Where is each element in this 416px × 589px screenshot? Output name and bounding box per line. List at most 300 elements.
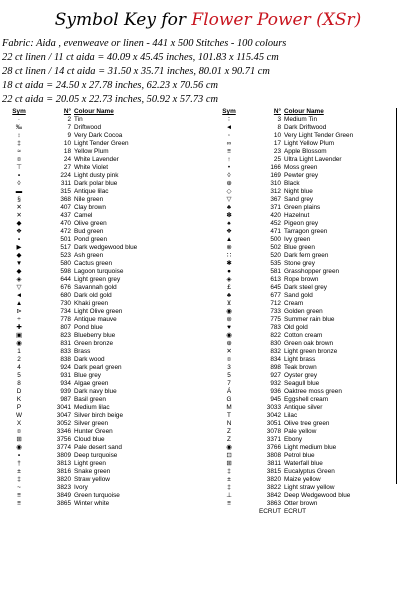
table-row: [214, 116, 394, 124]
number-cell: 3: [277, 116, 281, 123]
symbol-cell: ‡: [227, 468, 231, 475]
table-row: [214, 220, 394, 228]
number-cell: 830: [270, 340, 281, 347]
table-row: [4, 500, 184, 508]
number-cell: 3863: [266, 500, 281, 507]
table-row: [4, 140, 184, 148]
symbol-cell: ▶: [16, 244, 22, 251]
symbol-cell: ▬: [15, 188, 23, 195]
symbol-cell: ▣: [15, 332, 23, 339]
colour-name-cell: Pigeon grey: [284, 220, 319, 227]
symbol-cell: ⊕: [226, 340, 232, 347]
colour-name-cell: Blue grey: [74, 372, 101, 379]
symbol-cell: ⊥: [226, 492, 232, 499]
number-cell: 936: [270, 388, 281, 395]
page-title: [0, 10, 416, 30]
size-line-22ct-aida: 22 ct aida = 20.05 x 22.73 inches, 50.92 x 57.73 cm: [2, 94, 218, 105]
colour-name-cell: Algae green: [74, 380, 109, 387]
number-cell: 580: [60, 260, 71, 267]
table-row: [4, 300, 184, 308]
table-row: [214, 284, 394, 292]
symbol-cell: ↑: [227, 156, 231, 163]
symbol-cell: 5: [227, 372, 231, 379]
number-cell: 3820: [266, 476, 281, 483]
symbol-cell: ⊡: [226, 452, 232, 459]
colour-name-cell: Very Light Tender Green: [284, 132, 354, 139]
table-row: [4, 492, 184, 500]
table-row: [214, 228, 394, 236]
number-cell: 834: [270, 356, 281, 363]
number-cell: 27: [63, 164, 71, 171]
symbol-cell: ∷: [226, 252, 232, 259]
symbol-cell: ‡: [17, 476, 21, 483]
colour-name-cell: Medium Tin: [284, 116, 318, 123]
colour-name-cell: Pond green: [74, 236, 108, 243]
colour-name-cell: Pond blue: [74, 324, 103, 331]
table-row: [4, 132, 184, 140]
symbol-cell: ◇: [226, 188, 232, 195]
table-row: [4, 324, 184, 332]
number-cell: 311: [60, 180, 71, 187]
table-row: [4, 452, 184, 460]
table-row: [214, 188, 394, 196]
number-cell: 775: [270, 316, 281, 323]
number-cell: 3756: [56, 436, 71, 443]
symbol-cell: ◉: [226, 308, 232, 315]
number-cell: 3809: [56, 452, 71, 459]
number-cell: 581: [270, 268, 281, 275]
colour-name-cell: Clay brown: [74, 204, 106, 211]
colour-name-cell: Straw yellow: [74, 476, 110, 483]
colour-name-cell: Dark polar blue: [74, 180, 118, 187]
number-cell: 471: [270, 228, 281, 235]
number-cell: 932: [270, 380, 281, 387]
symbol-cell: ◉: [16, 340, 22, 347]
colour-name-cell: White Lavender: [74, 156, 119, 163]
number-cell: 169: [270, 172, 281, 179]
symbol-cell: N: [226, 420, 232, 427]
number-cell: 371: [270, 204, 281, 211]
colour-name-cell: Summer rain blue: [284, 316, 335, 323]
number-cell: 939: [60, 388, 71, 395]
table-row: [4, 196, 184, 204]
table-row: [214, 324, 394, 332]
symbol-cell: ⊤: [16, 164, 22, 171]
symbol-cell: Z: [227, 436, 231, 443]
symbol-cell: Á: [226, 388, 232, 395]
number-cell: 3371: [266, 436, 281, 443]
table-row: [214, 428, 394, 436]
table-row: [4, 284, 184, 292]
table-row: [214, 164, 394, 172]
header-sym: Sym: [222, 108, 236, 115]
symbol-cell: ⊻: [226, 300, 232, 307]
colour-name-cell: Pewter grey: [284, 172, 319, 179]
colour-name-cell: Lilac: [284, 412, 298, 419]
number-cell: 831: [60, 340, 71, 347]
colour-name-cell: Cactus green: [74, 260, 113, 267]
number-cell: 3815: [266, 468, 281, 475]
colour-name-cell: Dark navy blue: [74, 388, 117, 395]
symbol-cell: ±: [17, 468, 21, 475]
colour-name-cell: Antique mauve: [74, 316, 117, 323]
table-row: [214, 244, 394, 252]
number-cell: 310: [270, 180, 281, 187]
table-row: [214, 180, 394, 188]
colour-name-cell: Olive tree green: [284, 420, 330, 427]
table-row: [4, 180, 184, 188]
colour-name-cell: Ivy green: [284, 236, 311, 243]
number-cell: 224: [60, 172, 71, 179]
symbol-cell: ⊕: [226, 180, 232, 187]
table-row: [4, 436, 184, 444]
colour-name-cell: Silver green: [74, 420, 109, 427]
colour-name-cell: Winter white: [74, 500, 110, 507]
colour-name-cell: Olive green: [74, 220, 107, 227]
symbol-cell: ◈: [16, 276, 22, 283]
table-row: [214, 212, 394, 220]
colour-name-cell: Blue green: [284, 244, 315, 251]
table-row: [4, 356, 184, 364]
title-prefix: Symbol Key for: [54, 10, 192, 30]
number-cell: 470: [60, 220, 71, 227]
table-row: [214, 492, 394, 500]
colour-name-cell: Light green grey: [74, 276, 121, 283]
colour-name-cell: Hunter Green: [74, 428, 113, 435]
number-cell: 3865: [56, 500, 71, 507]
table-row: [214, 276, 394, 284]
symbol-cell: ▲: [225, 236, 233, 243]
symbol-cell: G: [226, 396, 232, 403]
symbol-cell: ▪: [17, 236, 21, 243]
colour-name-cell: Pale desert sand: [74, 444, 122, 451]
table-row: [214, 460, 394, 468]
symbol-cell: ✚: [16, 324, 22, 331]
size-line-28ct-linen: 28 ct linen / 14 ct aida = 31.50 x 35.71 inches, 80.01 x 90.71 cm: [2, 66, 270, 77]
table-row: [4, 228, 184, 236]
table-row: [4, 468, 184, 476]
colour-name-cell: Tin: [74, 116, 83, 123]
symbol-cell: ◉: [16, 444, 22, 451]
table-row: [214, 140, 394, 148]
colour-name-cell: White Violet: [74, 164, 108, 171]
table-row: [4, 244, 184, 252]
colour-name-cell: Oaktree moss green: [284, 388, 342, 395]
colour-name-cell: Very Dark Cocoa: [74, 132, 123, 139]
table-row: [214, 484, 394, 492]
colour-name-cell: Driftwood: [74, 124, 101, 131]
table-row: [214, 204, 394, 212]
number-cell: 520: [270, 252, 281, 259]
symbol-cell: 1: [17, 348, 21, 355]
colour-name-cell: Green plains: [284, 204, 321, 211]
number-cell: 3346: [56, 428, 71, 435]
table-row: [4, 236, 184, 244]
colour-name-cell: Dark old gold: [74, 292, 112, 299]
symbol-cell: 7: [227, 380, 231, 387]
table-row: [214, 236, 394, 244]
symbol-cell: ◆: [16, 268, 22, 275]
size-line-18ct-aida: 18 ct aida = 24.50 x 27.78 inches, 62.23 x 70.56 cm: [2, 80, 218, 91]
number-cell: 3052: [56, 420, 71, 427]
colour-name-cell: Petrol blue: [284, 452, 315, 459]
colour-name-cell: Pale yellow: [284, 428, 317, 435]
symbol-cell: ¤: [227, 356, 231, 363]
symbol-cell: ≡: [227, 148, 231, 155]
table-row: [214, 444, 394, 452]
colour-name-cell: Nile green: [74, 196, 104, 203]
number-cell: 535: [270, 260, 281, 267]
symbol-cell: 4: [17, 364, 21, 371]
table-row: [214, 300, 394, 308]
table-row: [214, 476, 394, 484]
table-row: [214, 404, 394, 412]
symbol-cell: 3: [227, 364, 231, 371]
number-cell: 3766: [266, 444, 281, 451]
header-number: N°: [63, 108, 71, 115]
table-row: [4, 276, 184, 284]
colour-name-cell: Green oak brown: [284, 340, 334, 347]
table-row: [214, 260, 394, 268]
header-sym: Sym: [12, 108, 26, 115]
number-cell: 3051: [266, 420, 281, 427]
table-row: [4, 188, 184, 196]
symbol-cell: ▪: [17, 172, 21, 179]
table-row: [214, 436, 394, 444]
table-row: [4, 372, 184, 380]
number-cell: 18: [63, 148, 71, 155]
colour-name-cell: Yellow Plum: [74, 148, 109, 155]
number-cell: 898: [270, 364, 281, 371]
number-cell: 733: [270, 308, 281, 315]
table-row: [214, 252, 394, 260]
table-row: [4, 252, 184, 260]
number-cell: 523: [60, 252, 71, 259]
number-cell: 472: [60, 228, 71, 235]
fabric-line: Fabric: Aida , evenweave or linen - 441 x 500 Stitches - 100 colours: [2, 38, 287, 49]
table-row: [4, 444, 184, 452]
table-row: [4, 396, 184, 404]
symbol-cell: ⊞: [226, 460, 232, 467]
number-cell: 613: [270, 276, 281, 283]
symbol-cell: ▼: [15, 260, 23, 267]
number-cell: 3041: [56, 404, 71, 411]
number-cell: 3808: [266, 452, 281, 459]
colour-name-cell: Dark Driftwood: [284, 124, 327, 131]
table-row: [4, 260, 184, 268]
colour-name-cell: Snake green: [74, 468, 111, 475]
number-cell: 517: [60, 244, 71, 251]
number-cell: 9: [67, 132, 71, 139]
colour-name-cell: Moss green: [284, 164, 318, 171]
number-cell: 833: [60, 348, 71, 355]
number-cell: 3813: [56, 460, 71, 467]
symbol-cell: ✕: [226, 348, 232, 355]
symbol-cell: ◈: [226, 276, 232, 283]
symbol-cell: •: [227, 164, 231, 171]
number-cell: 924: [60, 364, 71, 371]
number-cell: 3078: [266, 428, 281, 435]
table-row: [214, 196, 394, 204]
colour-name-cell: Light dusty pink: [74, 172, 119, 179]
header-number: N°: [273, 108, 281, 115]
table-row: [214, 132, 394, 140]
number-cell: 676: [60, 284, 71, 291]
table-row: [4, 412, 184, 420]
symbol-cell: ●: [227, 268, 231, 275]
number-cell: 23: [273, 148, 281, 155]
number-cell: 3820: [56, 476, 71, 483]
colour-name-cell: Dark pearl green: [74, 364, 122, 371]
colour-name-cell: Maize yellow: [284, 476, 321, 483]
colour-name-cell: Light green bronze: [284, 348, 338, 355]
table-row: [214, 500, 394, 508]
symbol-cell: ↕: [17, 132, 21, 139]
table-row: [214, 148, 394, 156]
number-cell: 501: [60, 236, 71, 243]
number-cell: 730: [60, 300, 71, 307]
number-cell: 3849: [56, 492, 71, 499]
number-cell: 778: [60, 316, 71, 323]
table-row: [214, 332, 394, 340]
colour-name-cell: Light Tender Green: [74, 140, 129, 147]
symbol-cell: ◉: [226, 444, 232, 451]
table-header: [214, 108, 394, 116]
colour-name-cell: Light Olive green: [74, 308, 123, 315]
number-cell: 8: [277, 124, 281, 131]
table-row: [214, 364, 394, 372]
table-row: [214, 172, 394, 180]
symbol-cell: ≡: [17, 500, 21, 507]
symbol-cell: D: [16, 388, 22, 395]
colour-name-cell: Eucalyptus Green: [284, 468, 335, 475]
colour-name-cell: Ivory: [74, 484, 88, 491]
table-row: [214, 396, 394, 404]
colour-name-cell: Deep Wedgewood blue: [284, 492, 351, 499]
number-cell: 2: [67, 116, 71, 123]
symbol-cell: ⊞: [16, 436, 22, 443]
table-row: [214, 316, 394, 324]
table-row: [4, 404, 184, 412]
number-cell: 368: [60, 196, 71, 203]
symbol-cell: W: [15, 412, 23, 419]
symbol-cell: ‡: [227, 484, 231, 491]
colour-name-cell: Medium lilac: [74, 404, 110, 411]
symbol-cell: ◄: [225, 124, 233, 131]
table-row: [214, 292, 394, 300]
table-row: [4, 460, 184, 468]
symbol-cell: ·: [17, 116, 21, 123]
number-cell: 3822: [266, 484, 281, 491]
table-row: [4, 348, 184, 356]
symbol-cell: ◆: [16, 220, 22, 227]
number-cell: 644: [60, 276, 71, 283]
symbol-cell: ▽: [226, 196, 232, 203]
number-cell: 822: [270, 332, 281, 339]
symbol-cell: ▪: [17, 452, 21, 459]
header-colour-name: Colour Name: [74, 108, 114, 115]
symbol-cell: ♥: [227, 324, 231, 331]
colour-name-cell: Otter brown: [284, 500, 318, 507]
symbol-cell: ≈: [17, 148, 21, 155]
table-row: [214, 420, 394, 428]
symbol-cell: §: [17, 196, 21, 203]
colour-name-cell: Dark wood: [74, 356, 105, 363]
colour-name-cell: Savannah gold: [74, 284, 117, 291]
colour-name-cell: Cloud blue: [74, 436, 105, 443]
colour-name-cell: Oyster grey: [284, 372, 318, 379]
table-row: [4, 172, 184, 180]
colour-name-cell: Light straw yellow: [284, 484, 335, 491]
symbol-cell: 8: [17, 380, 21, 387]
symbol-cell: ♠: [227, 220, 231, 227]
number-cell: 17: [273, 140, 281, 147]
table-row: [214, 268, 394, 276]
number-cell: 783: [270, 324, 281, 331]
colour-name-cell: Cream: [284, 300, 304, 307]
number-cell: 24: [63, 156, 71, 163]
table-row: [214, 308, 394, 316]
number-cell: 734: [60, 308, 71, 315]
table-row: [4, 212, 184, 220]
symbol-cell: ≡: [227, 500, 231, 507]
symbol-cell: X: [16, 420, 22, 427]
number-cell: 7: [67, 124, 71, 131]
symbol-cell: ⊳: [16, 308, 22, 315]
symbol-cell: ◄: [15, 292, 23, 299]
symbol-cell: Z: [227, 428, 231, 435]
colour-name-cell: Ash green: [74, 252, 104, 259]
number-cell: 832: [270, 348, 281, 355]
symbol-cell: ~: [17, 484, 21, 491]
table-row: [4, 292, 184, 300]
symbol-cell: K: [16, 396, 22, 403]
colour-name-cell: Tarragon green: [284, 228, 328, 235]
symbol-cell: 5: [17, 372, 21, 379]
table-row: [214, 372, 394, 380]
colour-table-right: [214, 108, 394, 516]
symbol-cell: †: [17, 460, 21, 467]
colour-name-cell: Teak brown: [284, 364, 317, 371]
symbol-cell: P: [16, 404, 22, 411]
colour-name-cell: Stone grey: [284, 260, 315, 267]
symbol-cell: ∞: [226, 140, 232, 147]
colour-name-cell: Waterfall blue: [284, 460, 323, 467]
table-row: [4, 308, 184, 316]
number-cell: 3811: [267, 460, 281, 467]
table-row: [4, 332, 184, 340]
number-cell: 838: [60, 356, 71, 363]
colour-name-cell: Lagoon turquoise: [74, 268, 124, 275]
symbol-cell: ◆: [16, 252, 22, 259]
table-row: [214, 508, 394, 516]
table-row: [214, 348, 394, 356]
number-cell: ECRUT: [258, 508, 281, 515]
colour-name-cell: Sand grey: [284, 196, 314, 203]
number-cell: 437: [60, 212, 71, 219]
symbol-cell: ♣: [226, 292, 232, 299]
number-cell: 931: [60, 372, 71, 379]
colour-name-cell: Silver birch beige: [74, 412, 124, 419]
colour-name-cell: Black: [284, 180, 300, 187]
colour-name-cell: Bud green: [74, 228, 104, 235]
table-row: [214, 156, 394, 164]
number-cell: 823: [60, 332, 71, 339]
colour-name-cell: Camel: [74, 212, 93, 219]
number-cell: 945: [270, 396, 281, 403]
table-row: [4, 364, 184, 372]
symbol-cell: ⊗: [226, 244, 232, 251]
